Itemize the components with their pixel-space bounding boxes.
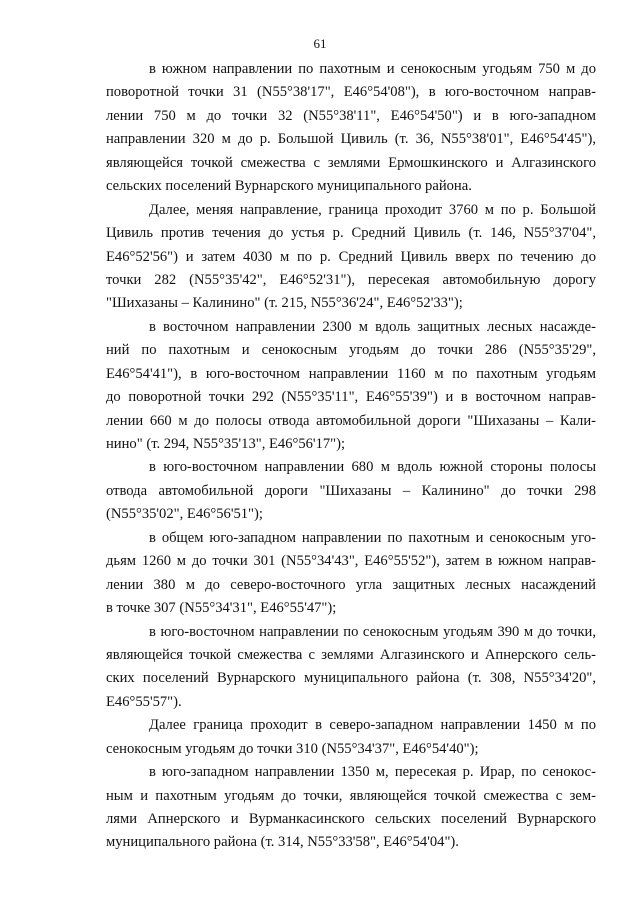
text-line: направлении 320 м до р. Большой Цивиль (т. 36, N55°38'01", E46°54'45"), — [106, 131, 596, 148]
text-line: E46°54'41"), в юго-восточном направлении 1160 м по пахотным угодьям — [106, 365, 596, 382]
text-line: лении 750 м до точки 32 (N55°38'11", E46°54'50") и в юго-западном — [106, 107, 596, 124]
text-line: ным и пахотным угодьям до точки, являющейся точкой смежества с зем- — [106, 787, 596, 804]
text-line: E46°55'57"). — [106, 693, 182, 710]
paragraph — [106, 527, 596, 621]
text-line: нино" (т. 294, N55°35'13", E46°56'17"); — [106, 436, 346, 452]
document-body — [106, 58, 596, 855]
text-line: являющейся точкой смежества с землями Ермошкинского и Алгазинского — [106, 154, 596, 171]
paragraph — [106, 58, 596, 199]
text-line: в юго-западном направлении 1350 м, пересекая р. Ирар, по сенокос- — [149, 764, 596, 781]
text-line: Далее, меняя направление, граница проходит 3760 м по р. Большой — [149, 201, 596, 218]
text-line: лями Апнерского и Вурманкасинского сельских поселений Вурнарского — [106, 811, 596, 827]
text-line: лении 380 м до северо-восточного угла защитных лесных насаждений — [106, 576, 596, 593]
text-line: Далее граница проходит в северо-западном направлении 1450 м по — [149, 717, 596, 734]
paragraph — [106, 456, 596, 526]
text-line: (N55°35'02", E46°56'51"); — [106, 506, 263, 523]
text-line: лении 660 м до полосы отвода автомобильной дороги "Шихазаны – Кали- — [106, 412, 596, 429]
text-line: ских поселений Вурнарского муниципального района (т. 308, N55°34'20", — [106, 670, 596, 687]
text-line: муниципального района (т. 314, N55°33'58", E46°54'04"). — [106, 834, 459, 851]
text-line: в юго-восточном направлении 680 м вдоль южной стороны полосы — [149, 459, 596, 476]
text-line: до поворотной точки 292 (N55°35'11", E46°55'39") и в восточном направ- — [106, 389, 596, 406]
text-line: в южном направлении по пахотным и сенокосным угодьям 750 м до — [149, 61, 596, 77]
text-line: в восточном направлении 2300 м вдоль защитных лесных насажде- — [149, 318, 596, 335]
text-line: точки 282 (N55°35'42", E46°52'31"), пересекая автомобильную дорогу — [106, 271, 596, 288]
text-line: являющейся точкой смежества с землями Алгазинского и Апнерского сель- — [106, 646, 596, 663]
text-line: ний по пахотным и сенокосным угодьям до точки 286 (N55°35'29", — [106, 342, 596, 359]
text-line: Цивиль против течения до устья р. Средний Цивиль (т. 146, N55°37'04", — [106, 225, 596, 242]
paragraph — [106, 761, 596, 855]
text-line: сенокосным угодьям до точки 310 (N55°34'37", E46°54'40"); — [106, 740, 479, 757]
text-line: в общем юго-западном направлении по пахотным и сенокосным уго- — [149, 529, 596, 546]
paragraph — [106, 199, 596, 316]
text-line: отвода автомобильной дороги "Шихазаны – Калинино" до точки 298 — [106, 482, 596, 499]
text-line: "Шихазаны – Калинино" (т. 215, N55°36'24", E46°52'33"); — [106, 295, 463, 312]
paragraph — [106, 714, 596, 761]
paragraph — [106, 621, 596, 715]
text-line: поворотной точки 31 (N55°38'17", E46°54'08"), в юго-восточном направ- — [106, 84, 596, 101]
page-number: 61 — [313, 36, 327, 51]
paragraph — [106, 316, 596, 457]
text-line: дьям 1260 м до точки 301 (N55°34'43", E46°55'52"), затем в южном направ- — [106, 553, 596, 570]
text-line: в точке 307 (N55°34'31", E46°55'47"); — [106, 600, 337, 617]
text-line: сельских поселений Вурнарского муниципального района. — [106, 178, 472, 195]
text-line: в юго-восточном направлении по сенокосным угодьям 390 м до точки, — [149, 623, 596, 640]
text-line: E46°52'56") и затем 4030 м по р. Средний Цивиль вверх по течению до — [106, 248, 596, 265]
